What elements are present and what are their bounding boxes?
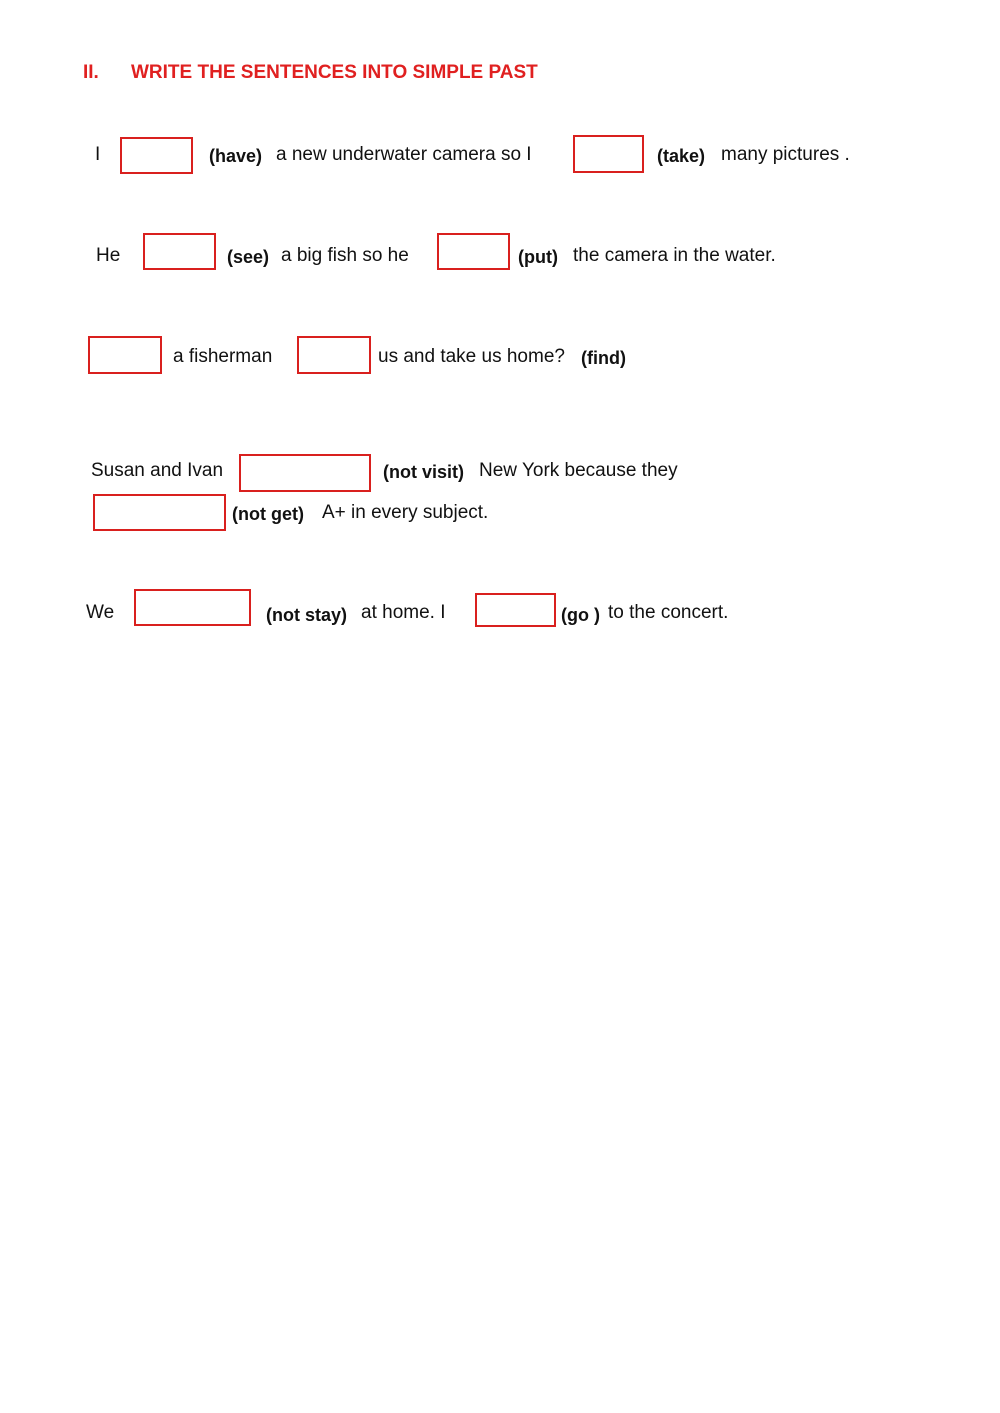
verb-hint-take: (take) [657, 146, 706, 166]
answer-blank-5[interactable] [88, 336, 162, 374]
verb-hint-put: (put) [518, 247, 558, 267]
sentence-4-middle: New York because they [479, 460, 678, 481]
answer-blank-4[interactable] [437, 233, 510, 270]
sentence-5-end: to the concert. [608, 602, 729, 623]
answer-blank-2[interactable] [573, 135, 644, 173]
verb-hint-find: (find) [581, 348, 626, 368]
answer-blank-1[interactable] [120, 137, 193, 174]
verb-hint-have: (have) [209, 146, 263, 166]
sentence-3-end: us and take us home? [378, 346, 565, 367]
sentence-3-middle: a fisherman [173, 346, 273, 367]
sentence-1-end: many pictures . [721, 144, 850, 165]
answer-blank-10[interactable] [475, 593, 556, 627]
verb-hint-see: (see) [227, 247, 270, 267]
verb-hint-not-stay: (not stay) [266, 605, 347, 625]
sentence-5-subject: We [86, 602, 115, 623]
sentence-2-middle: a big fish so he [281, 245, 409, 266]
sentence-4-subject: Susan and Ivan [91, 460, 224, 481]
answer-blank-8[interactable] [93, 494, 226, 531]
sentence-1-middle: a new underwater camera so I [276, 144, 532, 165]
verb-hint-go: (go ) [561, 605, 600, 625]
sentence-4-end: A+ in every subject. [322, 502, 489, 523]
sentence-1-subject: I [95, 144, 101, 165]
sentence-5-middle: at home. I [361, 602, 446, 623]
sentence-2-end: the camera in the water. [573, 245, 776, 266]
verb-hint-not-get: (not get) [232, 504, 304, 524]
section-title: WRITE THE SENTENCES INTO SIMPLE PAST [131, 62, 538, 83]
answer-blank-3[interactable] [143, 233, 216, 270]
sentence-2-subject: He [96, 245, 121, 266]
answer-blank-7[interactable] [239, 454, 371, 492]
verb-hint-not-visit: (not visit) [383, 462, 464, 482]
answer-blank-6[interactable] [297, 336, 371, 374]
answer-blank-9[interactable] [134, 589, 251, 626]
section-number: II. [83, 62, 99, 83]
